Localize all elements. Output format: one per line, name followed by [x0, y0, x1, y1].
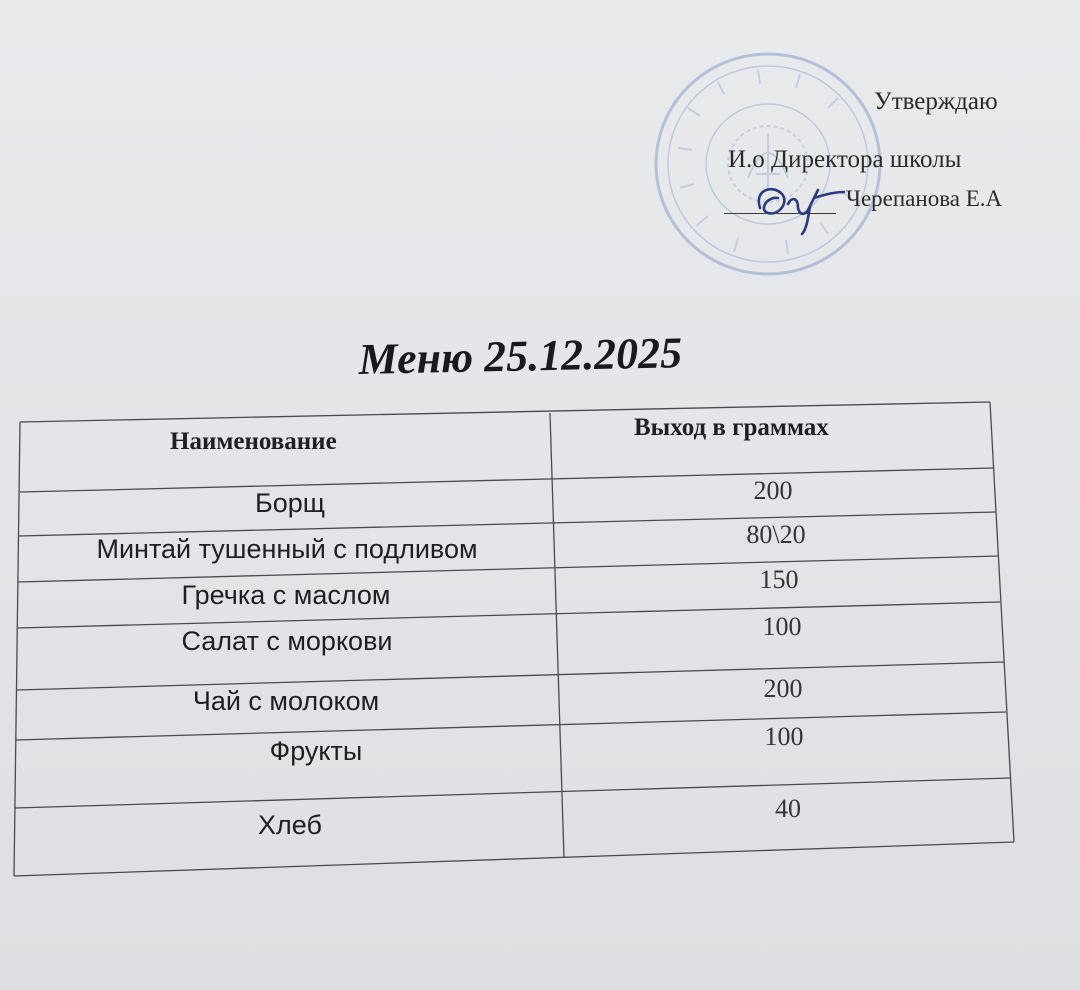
director-title: И.о Директора школы [728, 146, 962, 173]
dish-name: Гречка с маслом [181, 580, 391, 610]
dish-name: Минтай тушенный с подливом [96, 534, 478, 564]
dish-name: Салат с моркови [181, 626, 393, 656]
signer-name: Черепанова Е.А [846, 186, 1003, 211]
column-header-name: Наименование [170, 428, 337, 455]
dish-name: Чай с молоком [192, 686, 380, 716]
dish-yield: 200 [753, 476, 793, 505]
dish-yield: 200 [763, 674, 803, 703]
dish-yield: 100 [762, 612, 802, 641]
column-header-yield: Выход в граммах [634, 414, 829, 441]
dish-name: Фрукты [269, 736, 363, 766]
dish-yield: 150 [759, 565, 799, 594]
menu-title: Меню 25.12.2025 [358, 328, 683, 384]
dish-yield: 100 [764, 722, 804, 751]
dish-yield: 40 [775, 794, 801, 823]
dish-name: Борщ [255, 488, 325, 518]
dish-name: Хлеб [258, 810, 322, 840]
approval-label: Утверждаю [874, 88, 998, 115]
dish-yield: 80\20 [746, 520, 806, 549]
